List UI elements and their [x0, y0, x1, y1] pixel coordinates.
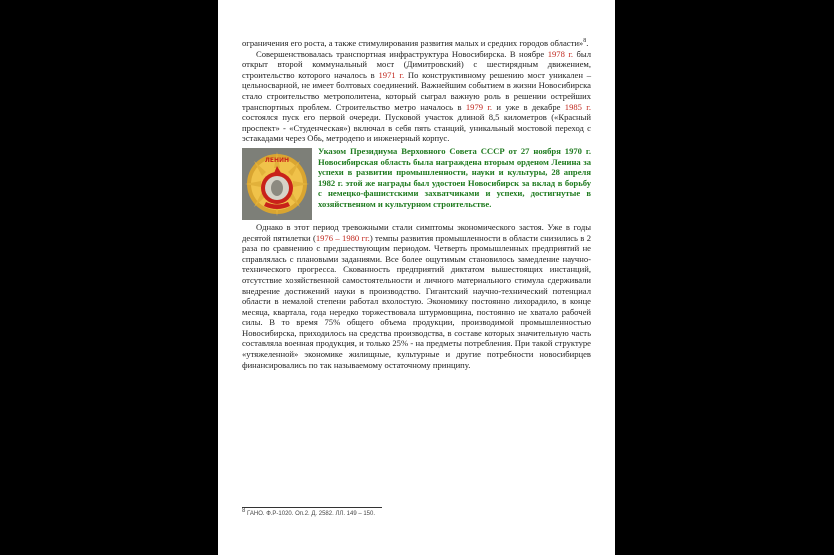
- award-block: [242, 146, 591, 222]
- medal-inscription: ЛЕНИН: [264, 156, 290, 164]
- year-highlight: 1971 г.: [378, 69, 405, 80]
- page-content: [242, 38, 591, 370]
- year-highlight: 1985 г.: [564, 101, 591, 112]
- footnote: [242, 508, 591, 517]
- year-highlight: 1979 г.: [465, 101, 493, 112]
- order-of-lenin-icon: [242, 148, 312, 220]
- award-text: Указом Президиума Верховного Совета СССР от 27 ноября 1970 г. Новосибирская область была награждена вторым орденом Ленина за успехи в развитии промышленности, науки и культуры, 28 апреля 1982 г. этой же награды был удостоен Новосибирск за вклад в борьбу с немецко-фашистскими захватчиками и успехи, достигнутые в хозяйственном и культурном строительстве.: [318, 145, 591, 209]
- document-page: [218, 0, 615, 555]
- paragraph-stagnation: Однако в этот период тревожными стали симптомы экономического застоя. Уже в годы десятой пятилетки (1976 – 1980 гг.) темпы развития промышленности в области снизились в 2 раза по сравнению с предшествующим периодом. Четверть промышленных предприятий не справлялась с плановыми заданиями. Все более ощутимым становилось замедление научно-технического прогресса. Скованность предприятий диктатом вышестоящих инстанций, отсутствие хозяйственной самостоятельности и личного материального стимула сдерживали внедрение достижений науки в производство. Гигантский научно-технический потенциал области в немалой степени работал вхолостую. Экономику постоянно лихорадило, в конце месяца, квартала, года нередко торжествовала штурмовщина, постоянно не хватало рабочей силы. В то время 75% общего объема продукции, производимой промышленностью Новосибирска, приходилось на средства производства, в составе которых значительную часть составляла военная продукция, и только 25% - на предметы потребления. При такой структуре «утяжеленной» экономике жилищные, культурные и другие потребности новосибирцев финансировались по так называемому остаточному принципу.: [242, 221, 591, 370]
- years-highlight: 1976 – 1980 гг.: [315, 232, 370, 243]
- footnote-separator: [242, 507, 382, 508]
- footnote-reference[interactable]: 8: [583, 38, 587, 45]
- paragraph-transport: Совершенствовалась транспортная инфраструктура Новосибирска. В ноябре 1978 г. был открыт второй коммунальный мост (Димитровский) с шестирядным движением, строительство которого началось в 1971 г. По конструктивному решению мост уникален – цельносварной, не имеет болтовых соединений. Важнейшим событием в жизни Новосибирска стало строительство метрополитена, который сыграл важную роль в решении острейших транспортных проблем. Строительство метро началось в 1979 г. и уже в декабре 1985 г. состоялся пуск его первой очереди. Пусковой участок длиной 8,5 километров («Красный проспект» - «Студенческая») включал в себя пять станций, уникальный мостовой переход с эстакадами через Обь, метродепо и инженерный корпус.: [242, 48, 591, 144]
- year-highlight: 1978 г.: [547, 48, 574, 59]
- footnote-number: 8: [242, 508, 246, 514]
- footnote-text: ГАНО. Ф.Р-1020. Оп.2. Д. 2582. ЛЛ. 149 – 150.: [245, 511, 376, 517]
- paragraph-top: ограничения его роста, а также стимулирования развития малых и средних городов области»$^8$.: [242, 38, 589, 48]
- order-of-lenin-image: [242, 148, 312, 220]
